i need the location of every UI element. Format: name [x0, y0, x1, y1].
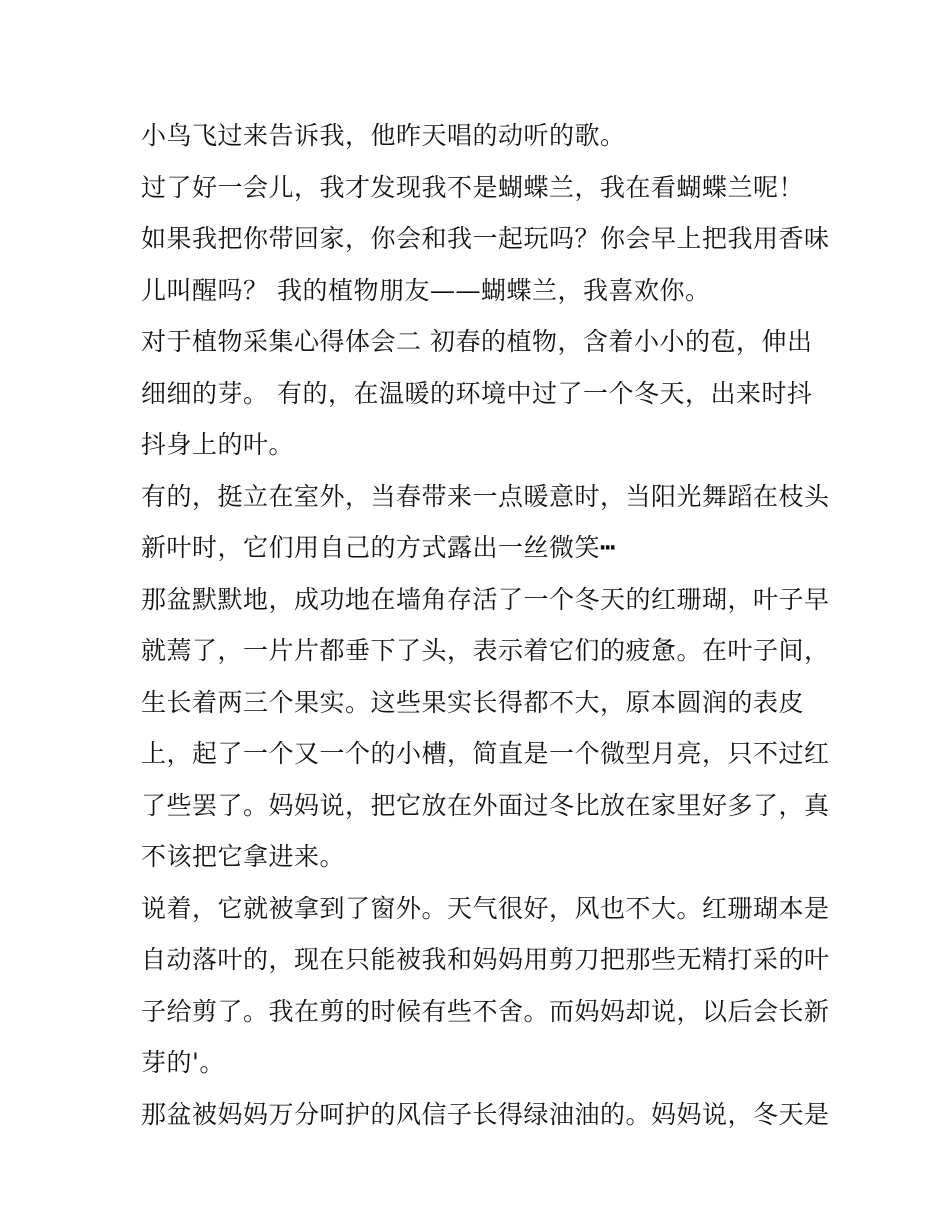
text-line: 就蔫了，一片片都垂下了头，表示着它们的疲惫。在叶子间，: [141, 636, 830, 665]
text-line: 对于植物采集心得体会二 初春的植物，含着小小的苞，伸出: [141, 327, 813, 356]
text-line: 生长着两三个果实。这些果实长得都不大，原本圆润的表皮: [141, 687, 805, 717]
text-line: 有的，挺立在室外，当春带来一点暖意时，当阳光舞蹈在枝头: [141, 481, 830, 511]
text-line: 那盆被妈妈万分呵护的风信子长得绿油油的。妈妈说，冬天是: [141, 1099, 830, 1129]
text-line: 那盆默默地，成功地在墙角存活了一个冬天的红珊瑚，叶子早: [141, 584, 830, 614]
text-line: 抖身上的叶。: [141, 430, 295, 459]
text-line: 细细的芽。 有的，在温暖的环境中过了一个冬天，出来时抖: [141, 378, 813, 408]
text-line: 儿叫醒吗？ 我的植物朋友——蝴蝶兰，我喜欢你。: [141, 275, 711, 305]
text-line: 自动落叶的，现在只能被我和妈妈用剪刀把那些无精打采的叶: [141, 945, 830, 974]
text-line: 了些罢了。妈妈说，把它放在外面过冬比放在家里好多了，真: [141, 790, 830, 820]
text-line: 不该把它拿进来。: [141, 842, 346, 871]
text-line: 如果我把你带回家，你会和我一起玩吗？你会早上把我用香味: [141, 224, 830, 253]
text-line: 说着，它就被拿到了窗外。天气很好，风也不大。红珊瑚本是: [141, 893, 830, 923]
text-line: 芽的'。: [141, 1048, 225, 1077]
text-line: 小鸟飞过来告诉我，他昨天唱的动听的歌。: [141, 121, 626, 150]
text-line: 子给剪了。我在剪的时候有些不舍。而妈妈却说，以后会长新: [141, 996, 830, 1026]
text-line: 过了好一会儿，我才发现我不是蝴蝶兰，我在看蝴蝶兰呢！: [141, 172, 805, 202]
text-line: 上，起了一个又一个的小槽，简直是一个微型月亮，只不过红: [141, 739, 830, 768]
document-body: [141, 110, 830, 1140]
text-line: 新叶时，它们用自己的方式露出一丝微笑┅: [141, 533, 616, 562]
